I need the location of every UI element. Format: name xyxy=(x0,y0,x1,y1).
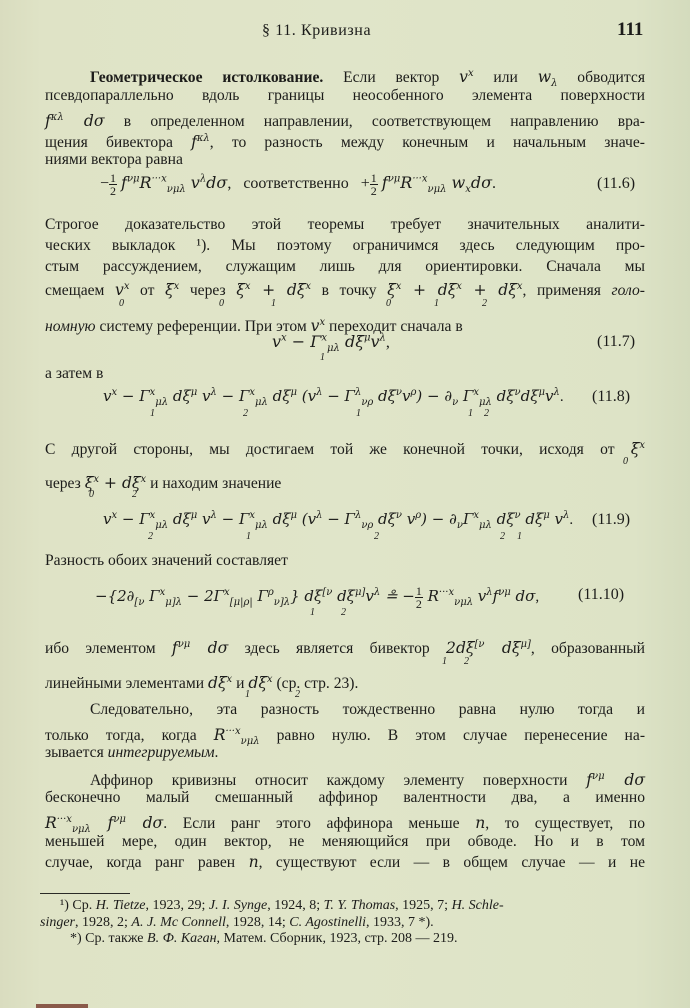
paragraph-2-line-5: номную систему референции. При этом $v^x$ переходит сначала в xyxy=(45,317,463,336)
paragraph-1-line-5: ниями вектора равна xyxy=(45,151,183,168)
equation-number-11-9: (11.9) xyxy=(592,511,631,528)
paragraph-8-line-5: случае, когда ранг равен n, существуют если — в общем случае — и не xyxy=(45,853,646,871)
footnote-1: ¹) Ср. H. Tietze, 1923, 29; J. I. Synge, 1924, 8; T. Y. Thomas, 1925, 7; H. Schle- xyxy=(60,898,504,913)
footnote-marker: *) xyxy=(70,931,82,946)
paragraph-2-line-3: стым рассуждением, служащим лишь для ориентировки. Сначала мы xyxy=(45,258,645,275)
equation-number-11-7: (11.7) xyxy=(597,333,636,350)
paragraph-4-line-1: С другой стороны, мы достигаем той же конечной точки, исходя от $\xi^x$ xyxy=(45,440,645,459)
paragraph-1-line-1: Геометрическое истолкование. Если вектор $v^x$ или $w_\lambda$ обводится xyxy=(90,68,645,90)
paragraph-6-line-1: ибо элементом $f^{\nu\mu}$ dσ здесь является бивектор $2d\xi^{[\nu}$ $d\xi^{\mu]}$, образованный xyxy=(45,639,645,658)
paragraph-5-lead: Разность обоих значений составляет xyxy=(45,552,288,569)
paragraph-1-line-4: щения бивектора $f^{\kappa\lambda}$, то разность между конечным и начальным значе- xyxy=(45,133,645,152)
footnote-separator xyxy=(40,893,130,894)
paragraph-7-line-3: зывается интегрируемым. xyxy=(45,744,219,761)
page-edge-blemish xyxy=(36,1004,88,1008)
equation-11-8: $v^x - \Gamma^x_{\mu\lambda}$ $d\xi^\mu$ $v^\lambda - \Gamma^x_{\mu\lambda}$ $d\xi^\mu$ ($v^\lambda - \Gamma^\lambda_{\nu\rho}$ $d\xi^\nu v^\rho) - \partial_\nu$ $\Gamma^x_{\mu\lambda}$ $d\xi^\nu d\xi^\mu v^\lambda$. xyxy=(103,387,564,408)
equation-number-11-10: (11.10) xyxy=(578,586,625,603)
paragraph-6-line-2: линейными элементами $d\xi^x$ и $d\xi^x$ (ср. стр. 23). xyxy=(45,674,359,693)
paragraph-8-line-4: меньшей мере, один вектор, не меняющийся при обводе. Но и в том xyxy=(45,833,645,850)
paragraph-8-line-3: $R^{\cdot\cdot\cdot x}_{\nu\mu\lambda}$ $f^{\nu\mu}$ dσ. Если ранг этого аффинора меньше n, то существует, по xyxy=(45,814,645,836)
equation-11-9: $v^x - \Gamma^x_{\mu\lambda}$ $d\xi^\mu$ $v^\lambda - \Gamma^x_{\mu\lambda}$ $d\xi^\mu$ ($v^\lambda - \Gamma^\lambda_{\nu\rho}$ $d\xi^\nu$ $v^\rho) - \partial_\nu\Gamma^x_{\mu\lambda}$ $d\xi^\nu$ $d\xi^\mu$ $v^\lambda$. xyxy=(103,510,574,531)
book-page: § 11. Кривизна 111 Геометрическое истолкование. Если вектор $v^x$ или $w_\lambda$ обводится псевдопараллельно вдоль границы неособенного элемента поверхности $f^{\kappa\lambda}$ dσ в определенном направлении, соответствующем направлению вра- щения бивектора $f^{\kappa\lambda}$, то разность между конечным и начальным значе- ниями вектора равна − $\frac{1}{2}$ $f^{\nu\mu}R^{\cdot\cdot\cdot x}_{\nu\mu\lambda}$ $v^\lambda d\sigma$, соответственно + $\frac{1}{2}$ $f^{\nu\mu}R^{\cdot\cdot\cdot x}_{\nu\mu\lambda}$ $w_xd\sigma$. (11.6) Строгое доказательство этой теоремы требует значительных аналити- ческих выкладок ¹). Мы поэтому ограничимся здесь следующим про- стым рассуждением, служащим лишь для ориентировки. Сначала мы смещаем $v^x$ от $\xi^x$ через $\xi^x + d\xi^x$ в точку $\xi^x + d\xi^x + d\xi^x$, применяя голо- 0 0 1 0 1 2 номную систему референции. При этом $v^x$ переходит сначала в $v^x - \Gamma^x_{\mu\lambda}$ $d\xi^\mu v^\lambda$, 1 (11.7) а затем в $v^x - \Gamma^x_{\mu\lambda}$ $d\xi^\mu$ $v^\lambda - \Gamma^x_{\mu\lambda}$ $d\xi^\mu$ ($v^\lambda - \Gamma^\lambda_{\nu\rho}$ $d\xi^\nu v^\rho) - \partial_\nu$ $\Gamma^x_{\mu\lambda}$ $d\xi^\nu d\xi^\mu v^\lambda$. 1 2 1 1 2 (11.8) С другой стороны, мы достигаем той же конечной точки, исходя от $\xi^x$ 0 через $\xi^x + d\xi^x$ и находим значение 0 2 $v^x - \Gamma^x_{\mu\lambda}$ $d\xi^\mu$ $v^\lambda - \Gamma^x_{\mu\lambda}$ $d\xi^\mu$ ($v^\lambda - \Gamma^\lambda_{\nu\rho}$ $d\xi^\nu$ $v^\rho) - \partial_\nu\Gamma^x_{\mu\lambda}$ $d\xi^\nu$ $d\xi^\mu$ $v^\lambda$. 2 1 2 2 1 (11.9) Разность обоих значений составляет $-\{2\partial_{[\nu}$ $\Gamma^x_{\mu]\lambda} - 2\Gamma^x_{[\mu|\rho|}$ $\Gamma^\rho_{\nu]\lambda}$} $d\xi^{[\nu}$ $d\xi^{\mu]}v^\lambda$ ≗ − $\frac{1}{2}$ $R^{\cdot\cdot\cdot x}_{\nu\mu\lambda}$ $v^\lambda f^{\nu\mu}$ dσ, 1 2 (11.10) ибо элементом $f^{\nu\mu}$ dσ здесь является бивектор $2d\xi^{[\nu}$ $d\xi^{\mu]}$, образованный 1 2 линейными элементами $d\xi^x$ и $d\xi^x$ (ср. стр. 23). 1 2 Следовательно, эта разность тождественно равна нулю тогда и только тогда, когда $R^{\cdot\cdot\cdot x}_{\nu\mu\lambda}$ равно нулю. В этом случае перенесение на- зывается интегрируемым. Аффинор кривизны относит каждому элементу поверхности $f^{\nu\mu}$ dσ бесконечно малый смешанный аффинор валентности два, а именно $R^{\cdot\cdot\cdot x}_{\nu\mu\lambda}$ $f^{\nu\mu}$ dσ. Если ранг этого аффинора меньше n, то существует, по меньшей мере, один вектор, не меняющийся при обводе. Но и в том случае, когда ранг равен n, существуют если — в общем случае — и не ¹) Ср. H. Tietze, 1923, 29; J. I. Synge, 1924, 8; T. Y. Thomas, 1925, 7; H. Schle- singer, 1928, 2; A. J. Mc Connell, 1928, 14; C. Agostinelli, 1933, 7 *). *) Ср. также В. Ф. Каган, Матем. Сборник, 1923, стр. 208 — 219. xyxy=(0,0,690,1008)
italic-term: голо- xyxy=(611,282,645,300)
footnote-marker: ¹) xyxy=(60,898,69,913)
paragraph-7-line-1: Следовательно, эта разность тождественно равна нулю тогда и xyxy=(90,701,645,718)
footnote-2: *) Ср. также В. Ф. Каган, Матем. Сборник, 1923, стр. 208 — 219. xyxy=(70,931,458,946)
paragraph-1-line-3: $f^{\kappa\lambda}$ dσ в определенном направлении, соответствующем направлению вра- xyxy=(45,112,646,131)
footnote-1-continued: singer, 1928, 2; A. J. Mc Connell, 1928, 14; C. Agostinelli, 1933, 7 *). xyxy=(40,915,434,930)
equation-11-6: − $\frac{1}{2}$ $f^{\nu\mu}R^{\cdot\cdot\cdot x}_{\nu\mu\lambda}$ $v^\lambda d\sigma$, соответственно + $\frac{1}{2}$ $f^{\nu\mu}R^{\cdot\cdot\cdot x}_{\nu\mu\lambda}$ $w_xd\sigma$. xyxy=(100,171,497,198)
equation-connector: соответственно xyxy=(243,175,349,193)
paragraph-1-line-2: псевдопараллельно вдоль границы неособенного элемента поверхности xyxy=(45,87,645,104)
equation-11-10: $-\{2\partial_{[\nu}$ $\Gamma^x_{\mu]\lambda} - 2\Gamma^x_{[\mu|\rho|}$ $\Gamma^\rho_{\nu]\lambda}$} $d\xi^{[\nu}$ $d\xi^{\mu]}v^\lambda$ ≗ − $\frac{1}{2}$ $R^{\cdot\cdot\cdot x}_{\nu\mu\lambda}$ $v^\lambda f^{\nu\mu}$ dσ, xyxy=(95,584,540,611)
paragraph-7-line-2: только тогда, когда $R^{\cdot\cdot\cdot x}_{\nu\mu\lambda}$ равно нулю. В этом случае перенесение на- xyxy=(45,726,646,748)
page-number: 111 xyxy=(617,19,644,40)
paragraph-3-lead: а затем в xyxy=(45,365,104,382)
paragraph-lead-bold: Геометрическое истолкование. xyxy=(90,69,324,87)
text-run: Если вектор xyxy=(343,69,460,87)
paragraph-8-line-1: Аффинор кривизны относит каждому элементу поверхности $f^{\nu\mu}$ dσ xyxy=(90,771,645,790)
paragraph-8-line-2: бесконечно малый смешанный аффинор валентности два, а именно xyxy=(45,789,645,806)
running-header-title: § 11. Кривизна xyxy=(262,22,372,39)
equation-11-7: $v^x - \Gamma^x_{\mu\lambda}$ $d\xi^\mu v^\lambda$, xyxy=(272,332,390,355)
italic-term: интегрируемым xyxy=(107,744,215,761)
paragraph-4-line-2: через $\xi^x + d\xi^x$ и находим значение xyxy=(45,474,282,493)
paragraph-2-line-2: ческих выкладок ¹). Мы поэтому ограничимся здесь следующим про- xyxy=(45,237,645,254)
paragraph-2-line-1: Строгое доказательство этой теоремы требует значительных аналити- xyxy=(45,216,645,233)
equation-number-11-8: (11.8) xyxy=(592,388,631,405)
equation-number-11-6: (11.6) xyxy=(597,175,636,192)
italic-term: номную xyxy=(45,318,96,336)
paragraph-2-line-4: смещаем $v^x$ от $\xi^x$ через $\xi^x + d\xi^x$ в точку $\xi^x + d\xi^x + d\xi^x$, применяя голо- xyxy=(45,281,645,300)
